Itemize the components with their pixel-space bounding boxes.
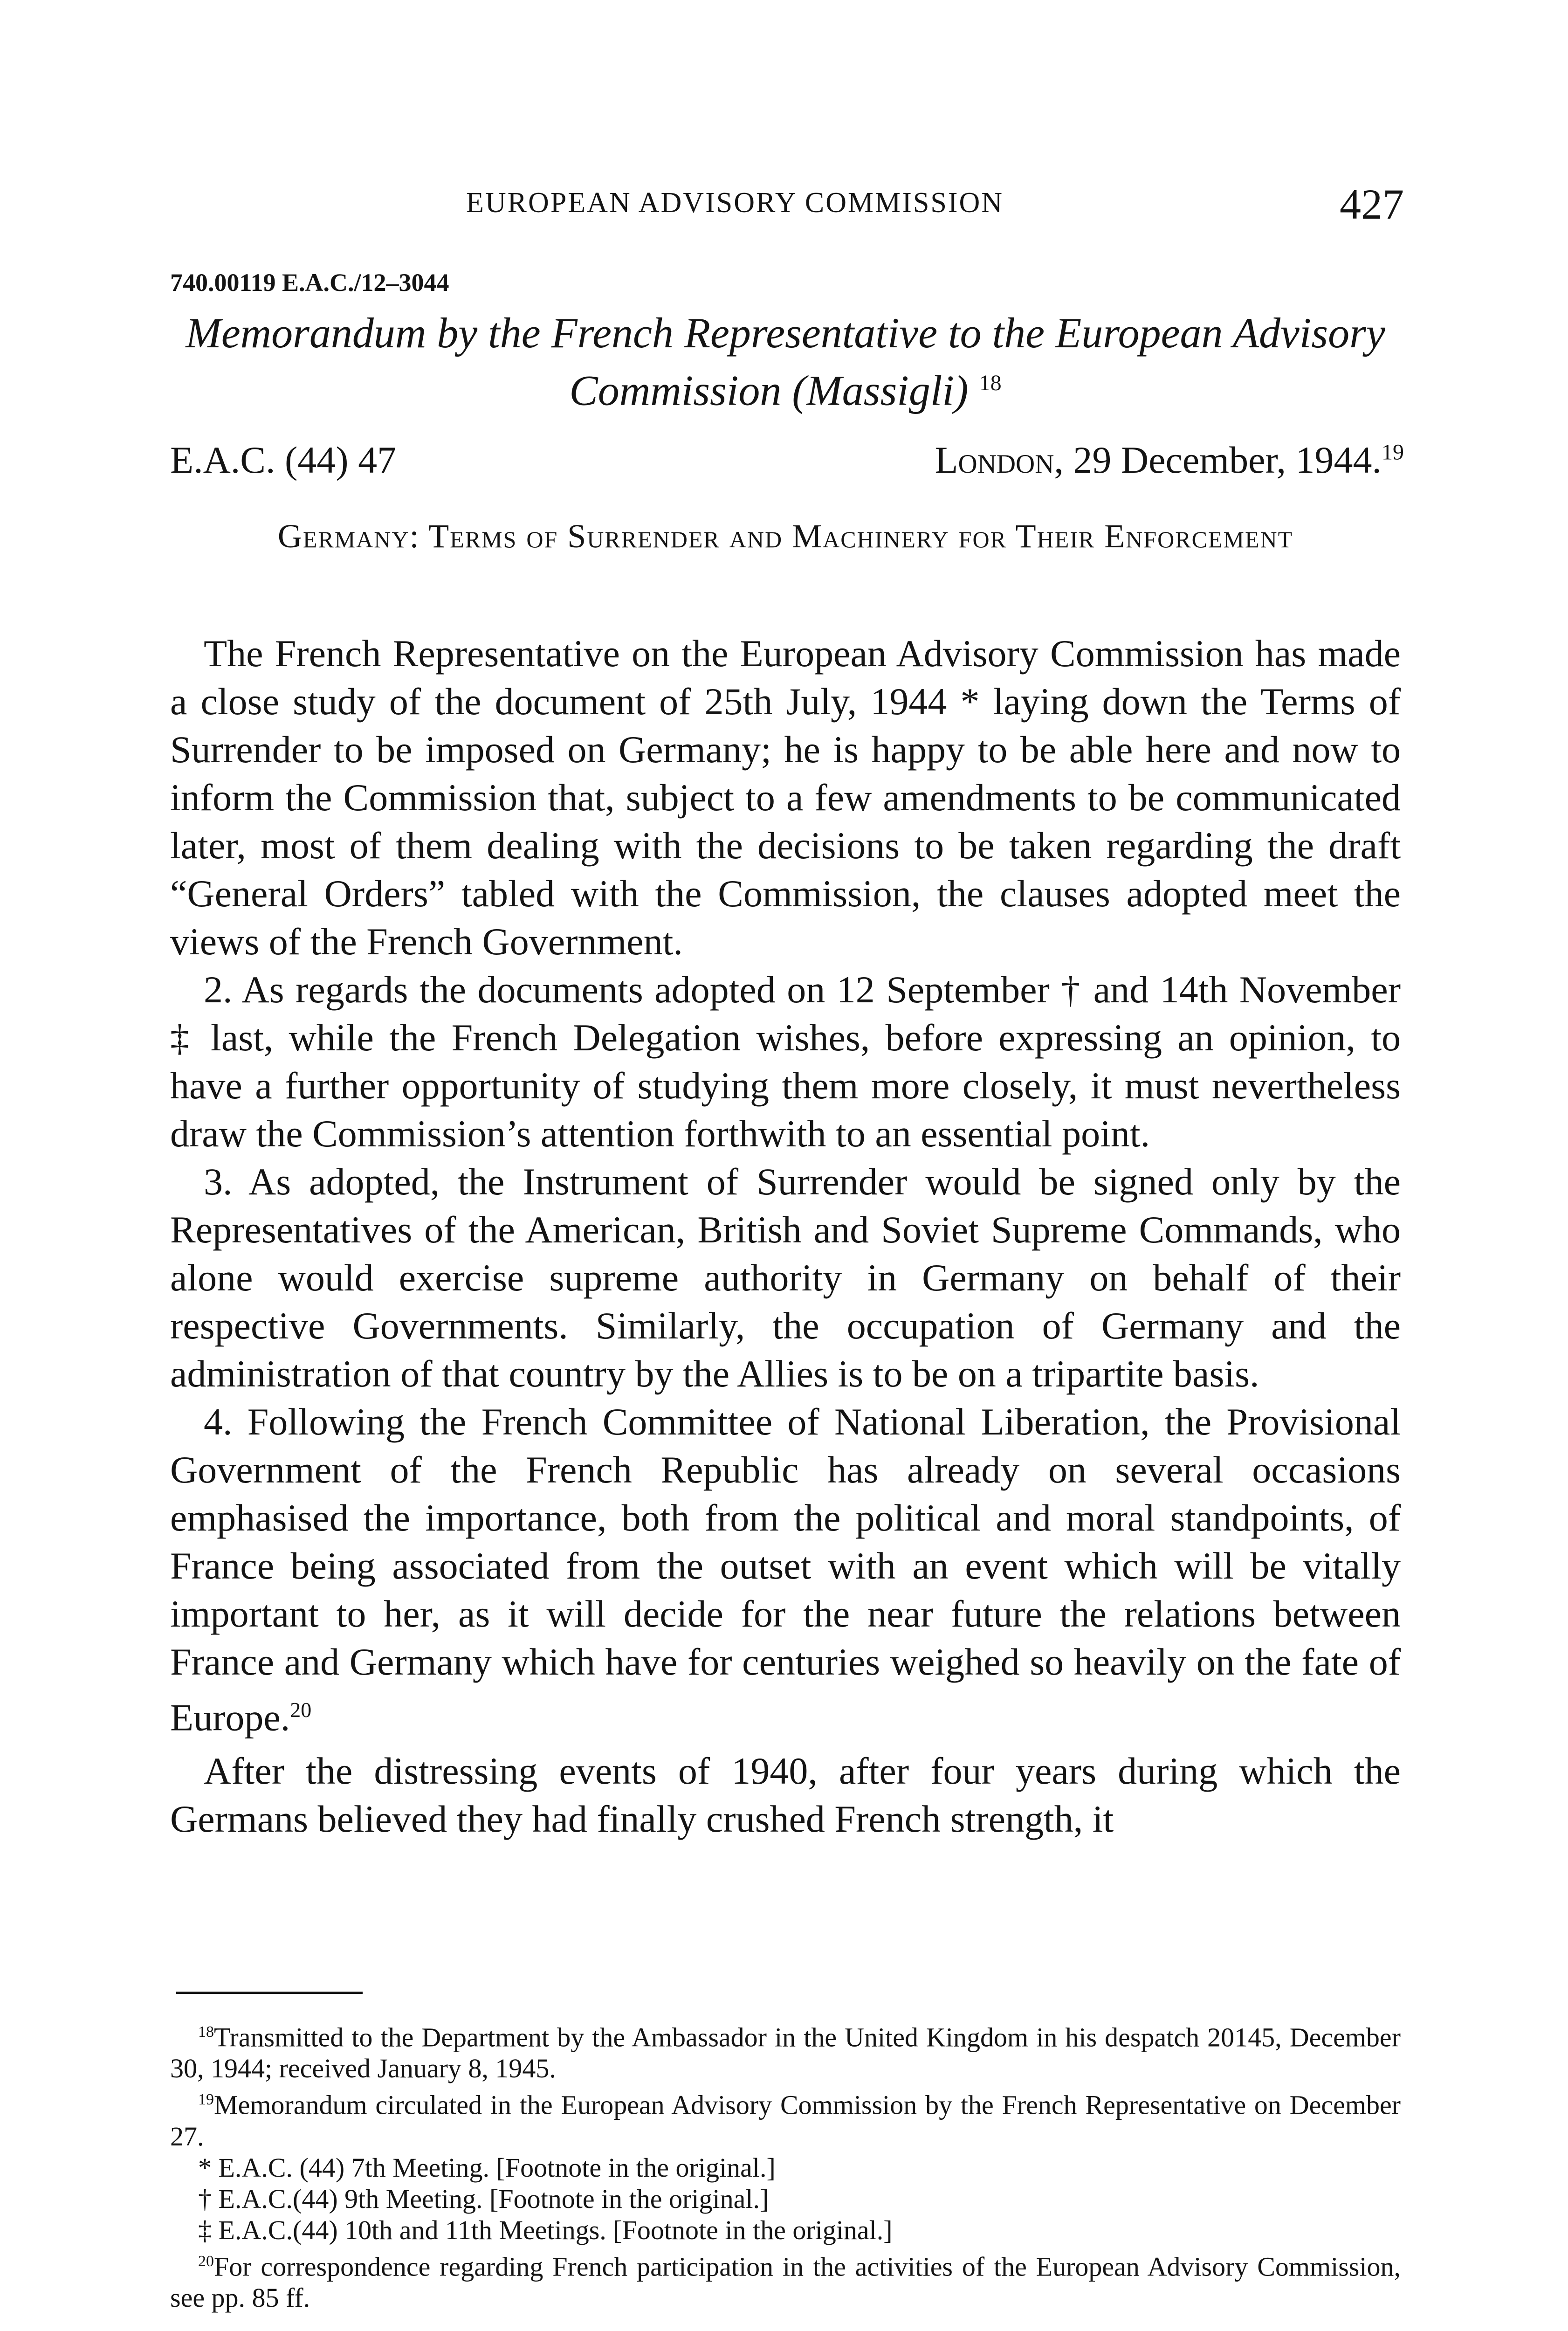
running-head: EUROPEAN ADVISORY COMMISSION bbox=[466, 187, 1004, 219]
footnote-text: For correspondence regarding French participation in the activities of the European Advisory Commission, see pp. 85 ff. bbox=[170, 2251, 1401, 2313]
document-code: E.A.C. (44) 47 bbox=[170, 439, 397, 481]
file-number: 740.00119 E.A.C./12–3044 bbox=[170, 269, 449, 297]
footnote-marker: † bbox=[198, 2183, 212, 2214]
paragraph-4 bbox=[170, 1398, 1401, 1741]
footnote-text: Transmitted to the Department by the Ambassador in the United Kingdom in his despatch 20145, December 30, 1944; received January 8, 1945. bbox=[170, 2022, 1401, 2084]
dateline bbox=[935, 438, 1404, 482]
footnote bbox=[170, 2183, 1401, 2214]
paragraph-1: The French Representative on the European Advisory Commission has made a close study of the document of 25th July, 1944 * laying down the Terms of Surrender to be imposed on Germany; he is happy to be able here and now to inform the Commission that, subject to a few amendments to be communicated later, most of them dealing with the decisions to be taken regarding the draft “General Orders” tabled with the Commission, the clauses adopted meet the views of the French Government. bbox=[170, 632, 1401, 963]
paragraph-5: After the distressing events of 1940, after four years during which the Germans believed they had finally crushed French strength, it bbox=[170, 1750, 1401, 1841]
footnote-marker: 18 bbox=[198, 2023, 214, 2041]
footnote-text: E.A.C.(44) 10th and 11th Meetings. [Footnote in the original.] bbox=[218, 2214, 893, 2245]
footnote bbox=[170, 2016, 1401, 2084]
dateline-date: , 29 December, 1944. bbox=[1054, 439, 1382, 481]
page-number: 427 bbox=[1340, 180, 1404, 228]
body-text bbox=[170, 629, 1401, 1843]
paragraph-2: 2. As regards the documents adopted on 12 September † and 14th November ‡ last, while the French Delegation wishes, before expressing an opinion, to have a further opportunity of studying them more closely, it must nevertheless draw the Commission’s attention forthwith to an essential point. bbox=[170, 968, 1401, 1155]
paragraph-3: 3. As adopted, the Instrument of Surrender would be signed only by the Representatives of the American, British and Soviet Supreme Commands, who alone would exercise supreme authority in Germany on behalf of their respective Governments. Similarly, the occupation of Germany and the administration of that country by the Allies is to be on a tripartite basis. bbox=[170, 1160, 1401, 1395]
footnotes bbox=[170, 2016, 1401, 2313]
footnote bbox=[170, 2152, 1401, 2183]
footnote-rule bbox=[176, 1992, 363, 1994]
document-title bbox=[170, 308, 1401, 416]
footnote bbox=[170, 2084, 1401, 2152]
footnote bbox=[170, 2246, 1401, 2313]
footnote bbox=[170, 2214, 1401, 2246]
paragraph-4-footnote-marker: 20 bbox=[290, 1698, 312, 1722]
document-title-text: Memorandum by the French Representative to the European Advisory Commission (Massigli) bbox=[186, 309, 1385, 414]
footnote-marker: * bbox=[198, 2152, 212, 2183]
subject-heading: Germany: Terms of Surrender and Machinery for Their Enforcement bbox=[277, 517, 1293, 555]
date-footnote-marker: 19 bbox=[1382, 440, 1404, 465]
footnote-text: E.A.C. (44) 7th Meeting. [Footnote in the original.] bbox=[218, 2152, 776, 2183]
footnote-marker: 19 bbox=[198, 2091, 214, 2109]
footnote-text: Memorandum circulated in the European Advisory Commission by the French Representative on December 27. bbox=[170, 2090, 1401, 2152]
footnote-marker: ‡ bbox=[198, 2214, 212, 2245]
paragraph-4-text: 4. Following the French Committee of National Liberation, the Provisional Government of the French Republic has already on several occasions emphasised the importance, both from the political and moral standpoints, of France being associated from the outset with an event which will be vitally important to her, as it will decide for the near future the relations between France and Germany which have for centuries weighed so heavily on the fate of Europe. bbox=[170, 1400, 1401, 1739]
footnote-marker: 20 bbox=[198, 2252, 214, 2270]
dateline-place: London bbox=[935, 439, 1054, 481]
title-footnote-marker: 18 bbox=[979, 371, 1002, 395]
footnote-text: E.A.C.(44) 9th Meeting. [Footnote in the original.] bbox=[218, 2183, 769, 2214]
